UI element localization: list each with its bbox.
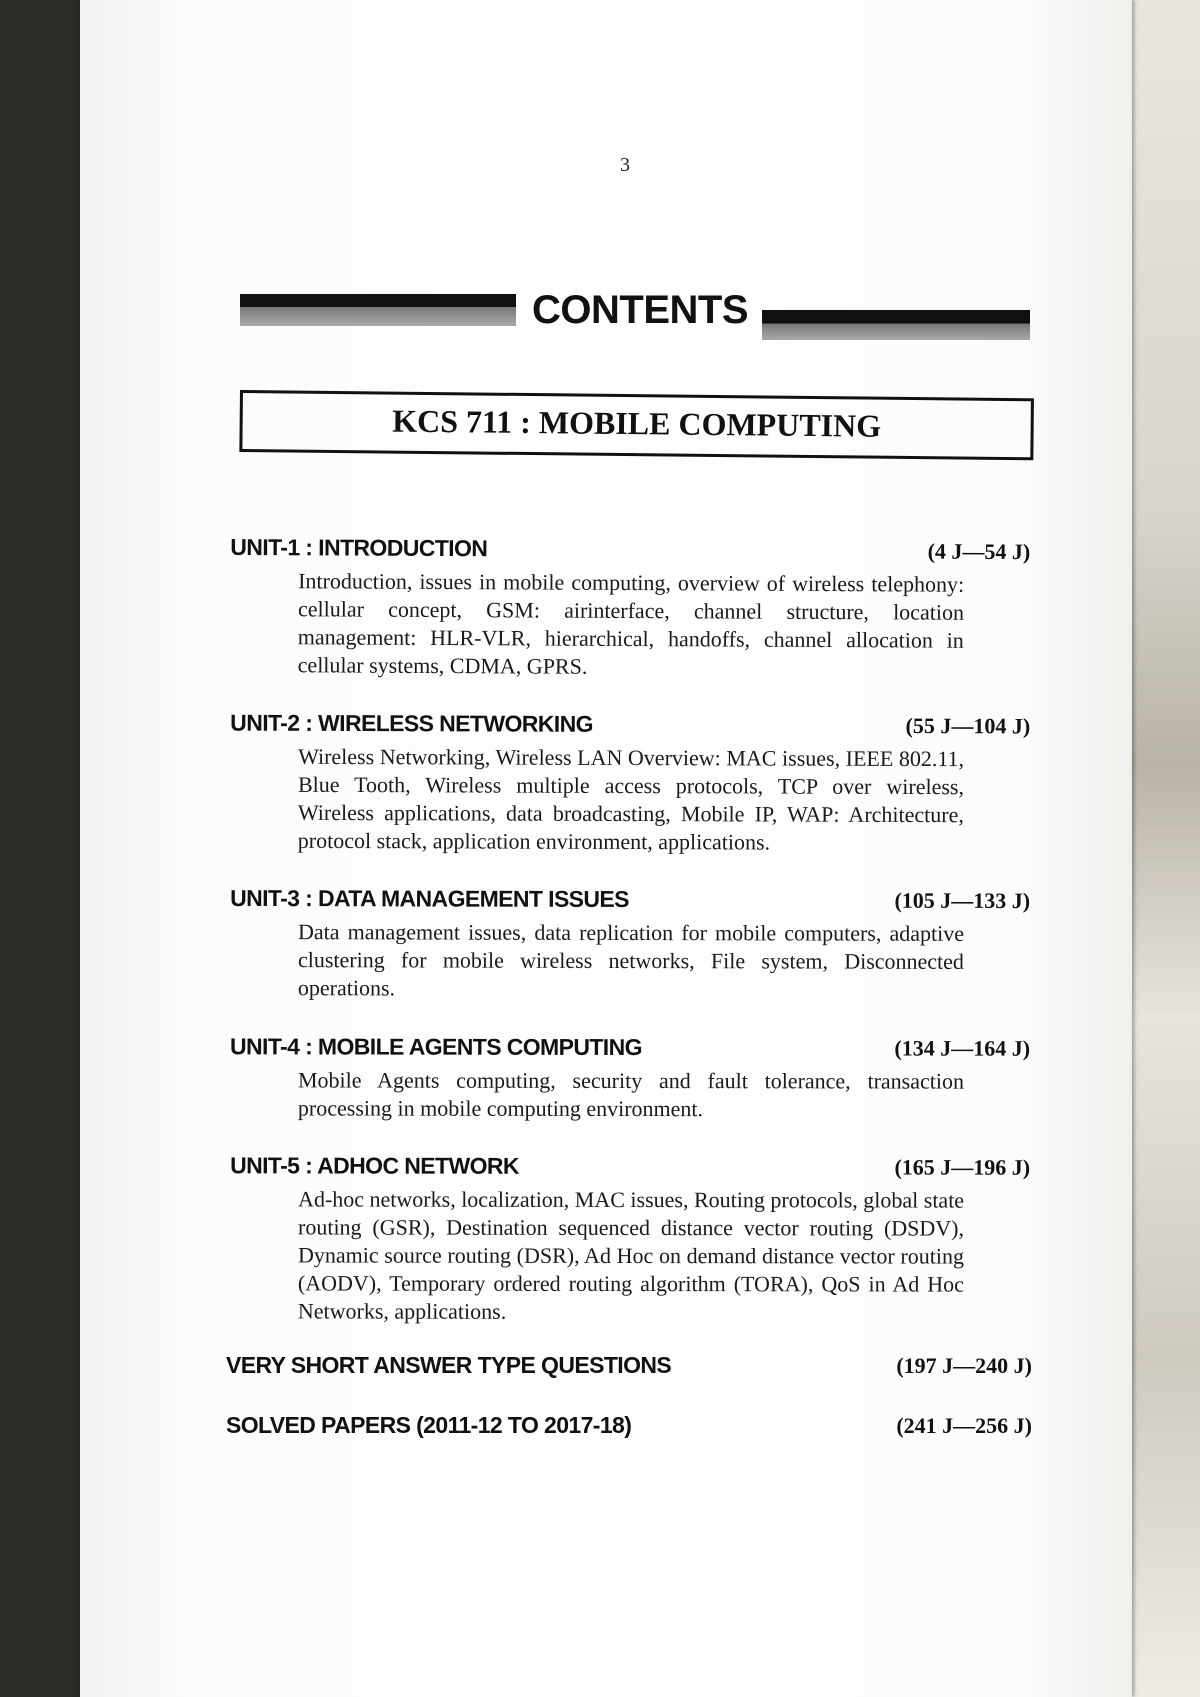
book-page [80, 0, 1132, 1697]
contents-heading: CONTENTS [532, 288, 748, 332]
solved-papers-entry [226, 1412, 1032, 1439]
unit-title: UNIT-3 : DATA MANAGEMENT ISSUES [230, 884, 629, 912]
unit-page-range: (134 J—164 J) [894, 1035, 1031, 1061]
very-short-questions-title: VERY SHORT ANSWER TYPE QUESTIONS [226, 1352, 672, 1378]
unit-description: Wireless Networking, Wireless LAN Overview: MAC issues, IEEE 802.11, Blue Tooth, Wireless multiple access protocols, TCP over wireless, Wireless applications, data broadcasting, Mobile IP, WAP: Architecture, protocol stack, application environment, applications. [297, 743, 965, 855]
unit-entry [230, 1152, 1030, 1326]
unit-page-range: (55 J—104 J) [905, 712, 1031, 739]
unit-description: Introduction, issues in mobile computing, overview of wireless telephony: cellular concept, GSM: airinterface, channel structure, location management: HLR-VLR, hierarchical, handoffs, channel allocation in cellular systems, CDMA, GPRS. [297, 568, 965, 679]
unit-heading [230, 885, 1030, 914]
banner-bar-right [762, 310, 1030, 340]
very-short-questions-range: (197 J—240 J) [896, 1353, 1032, 1378]
unit-heading [230, 1152, 1030, 1180]
page-number: 3 [620, 154, 630, 176]
unit-description: Mobile Agents computing, security and fault tolerance, transaction processing in mobile computing environment. [297, 1067, 965, 1122]
contents-banner [240, 288, 1030, 348]
unit-description: Ad-hoc networks, localization, MAC issues, Routing protocols, global state routing (GSR), Destination sequenced distance vector routing (DSDV), Dynamic source routing (DSR), Ad Hoc on demand distance vector routing (AODV), Temporary ordered routing algorithm (TORA), QoS in Ad Hoc Networks, applications. [297, 1186, 965, 1324]
unit-page-range: (105 J—133 J) [894, 887, 1031, 914]
unit-title: UNIT-2 : WIRELESS NETWORKING [230, 709, 593, 737]
unit-heading [230, 710, 1030, 740]
unit-page-range: (165 J—196 J) [894, 1154, 1031, 1180]
subject-title: KCS 711 : MOBILE COMPUTING [392, 402, 882, 444]
unit-title: UNIT-5 : ADHOC NETWORK [230, 1152, 519, 1179]
unit-entry [230, 534, 1031, 683]
unit-heading [230, 534, 1030, 565]
solved-papers-range: (241 J—256 J) [896, 1413, 1032, 1438]
unit-heading [230, 1033, 1030, 1061]
unit-title: UNIT-4 : MOBILE AGENTS COMPUTING [230, 1033, 642, 1061]
unit-entry [230, 1033, 1030, 1123]
banner-bar-left [240, 294, 516, 326]
unit-description: Data management issues, data replication for mobile computers, adaptive clustering for mobile wireless networks, File system, Disconnected operations. [297, 919, 965, 1001]
unit-entry [230, 885, 1030, 1004]
unit-entry [230, 710, 1031, 858]
very-short-questions-entry [226, 1352, 1032, 1379]
unit-page-range: (4 J—54 J) [927, 538, 1031, 565]
unit-title: UNIT-1 : INTRODUCTION [230, 533, 488, 562]
background-surface [1130, 0, 1200, 1697]
subject-title-box [239, 390, 1034, 460]
solved-papers-title: SOLVED PAPERS (2011-12 TO 2017-18) [226, 1412, 632, 1438]
